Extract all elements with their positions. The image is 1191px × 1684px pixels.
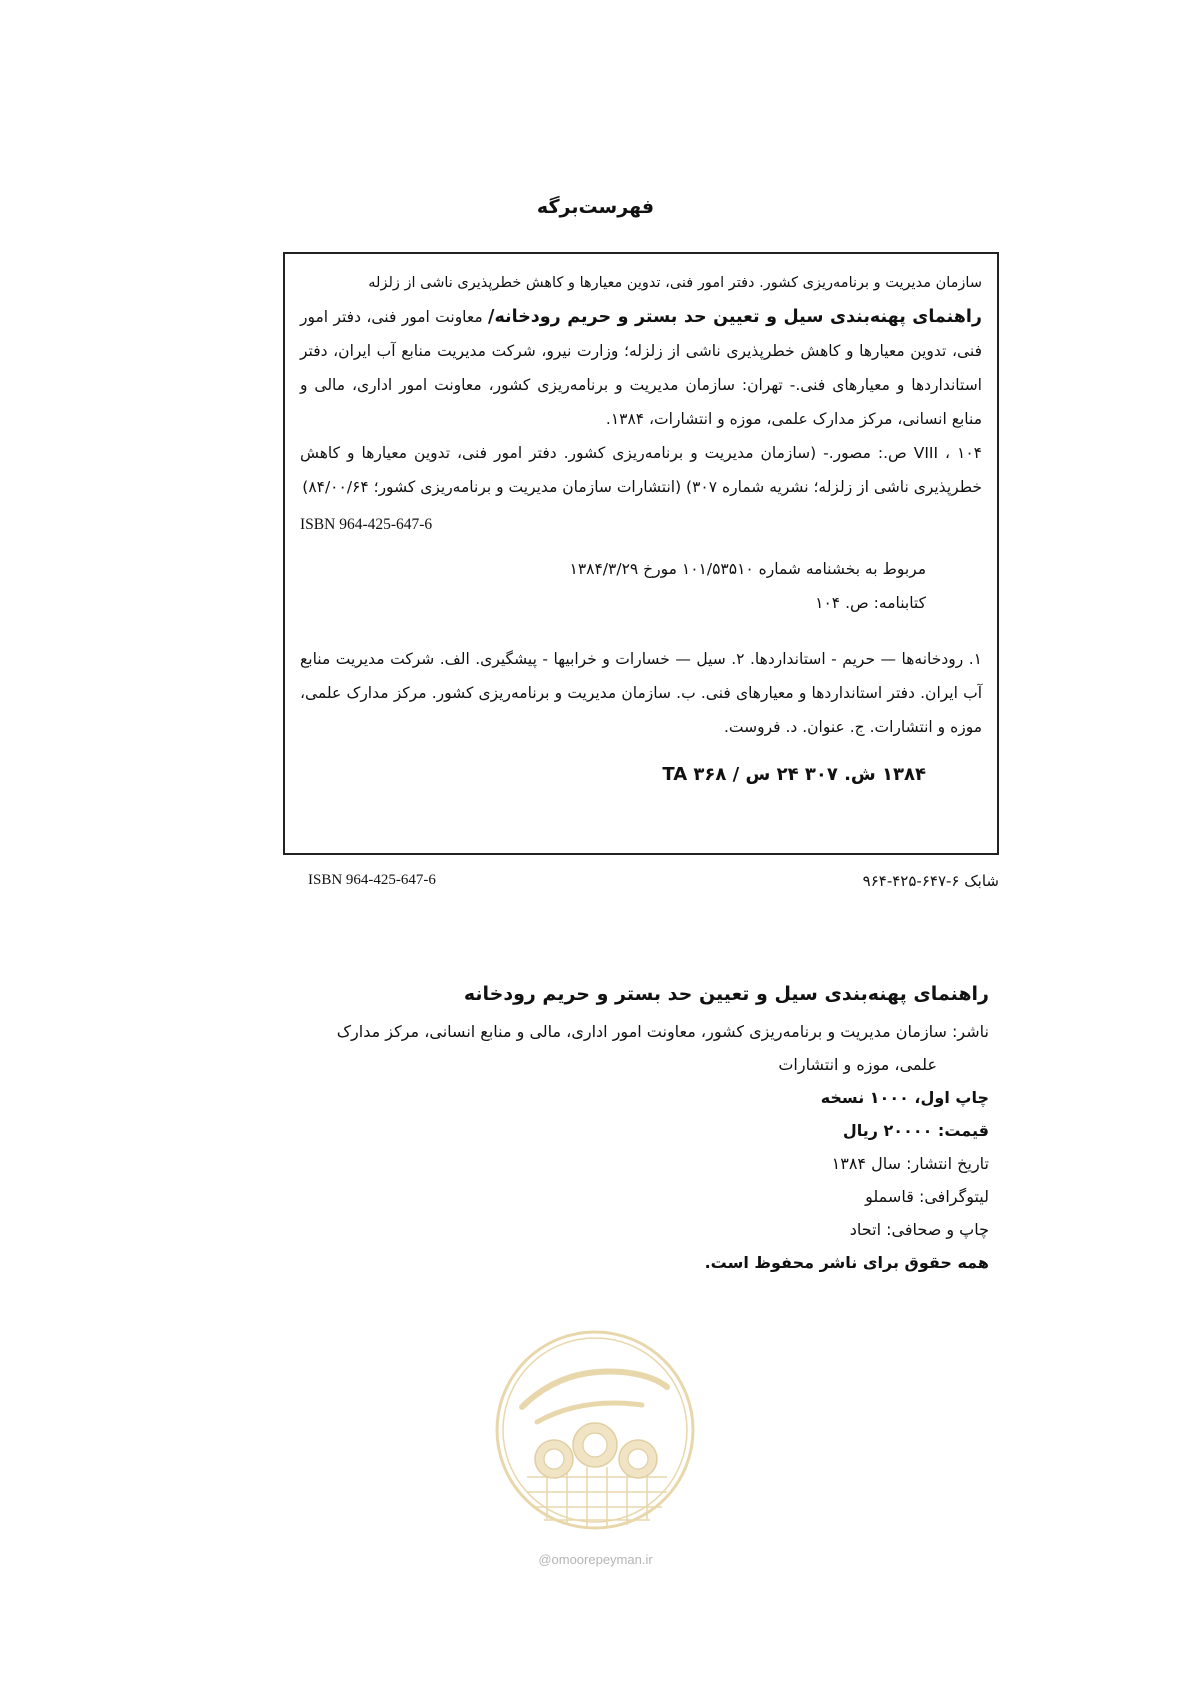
colophon-publisher-cont: علمی، موزه و انتشارات: [778, 1055, 937, 1074]
cip-title-statement: [300, 300, 982, 436]
isbn-line: [283, 872, 999, 898]
watermark-logo: [492, 1327, 698, 1561]
colophon-printing: چاپ و صحافی: اتحاد: [849, 1220, 989, 1239]
colophon-rights: همه حقوق برای ناشر محفوظ است.: [704, 1253, 989, 1272]
cip-isbn: ISBN 964-425-647-6: [300, 516, 433, 533]
cip-bibliography-note: کتابنامه: ص. ۱۰۴: [815, 594, 926, 612]
isbn-persian: شابک ۶-۶۴۷-۴۲۵-۹۶۴: [862, 872, 999, 890]
colophon: [329, 978, 989, 1279]
colophon-book-title: راهنمای پهنه‌بندی سیل و تعیین حد بستر و حریم رودخانه: [463, 983, 989, 1005]
isbn-latin: ISBN 964-425-647-6: [308, 872, 436, 888]
colophon-price: قیمت: ۲۰۰۰۰ ریال: [842, 1121, 989, 1140]
cip-series: VIII ، ۱۰۴ ص.: مصور.- (سازمان مدیریت و برنامه‌ریزی کشور. دفتر امور فنی، تدوین معیارها و کاهش خطرپذیری ناشی از زلزله؛ نشریه شماره ۳۰۷) (انتشارات سازمان مدیریت و برنامه‌ریزی کشور؛ ۸۴/۰۰/۶۴): [300, 444, 982, 496]
watermark-caption: @omoorepeyman.ir: [538, 1552, 653, 1567]
cip-main-title: راهنمای پهنه‌بندی سیل و تعیین حد بستر و حریم رودخانه/: [488, 307, 982, 327]
cip-record-box: [283, 252, 999, 855]
cip-classification: ۱۳۸۴ ش. ۳۰۷ ۲۴ س / ۳۶۸ TA: [662, 764, 926, 785]
colophon-lithography: لیتوگرافی: قاسملو: [865, 1187, 989, 1206]
cip-circular-note: مربوط به بخشنامه شماره ۱۰۱/۵۳۵۱۰ مورخ ۱۳۸۴/۳/۲۹: [569, 560, 926, 578]
cip-corporate-author: سازمان مدیریت و برنامه‌ریزی کشور. دفتر امور فنی، تدوین معیارها و کاهش خطرپذیری ناشی از زلزله: [368, 275, 982, 291]
page-title: فهرست‌برگه: [536, 196, 655, 218]
colophon-publisher: ناشر: سازمان مدیریت و برنامه‌ریزی کشور، معاونت امور اداری، مالی و منابع انسانی، مرکز مدارک: [336, 1022, 989, 1041]
colophon-edition: چاپ اول، ۱۰۰۰ نسخه: [820, 1088, 989, 1107]
cip-imprint: معاونت امور فنی، دفتر امور فنی، تدوین معیارها و کاهش خطرپذیری ناشی از زلزله؛ وزارت نیرو، شرکت مدیریت منابع آب ایران، دفتر استانداردها و معیارهای فنی.- تهران: سازمان مدیریت و برنامه‌ریزی کشور، معاونت امور اداری، مالی و منابع انسانی، مرکز مدارک علمی، موزه و انتشارات، ۱۳۸۴.: [300, 308, 982, 428]
colophon-date: تاریخ انتشار: سال ۱۳۸۴: [831, 1154, 989, 1173]
cip-subjects: ۱. رودخانه‌ها — حریم - استانداردها. ۲. سیل — خسارات و خرابیها - پیشگیری. الف. شرکت مدیریت منابع آب ایران. دفتر استانداردها و معیارهای فنی. ب. سازمان مدیریت و برنامه‌ریزی کشور. مرکز مدارک علمی، موزه و انتشارات. ج. عنوان. د. فروست.: [300, 650, 982, 736]
